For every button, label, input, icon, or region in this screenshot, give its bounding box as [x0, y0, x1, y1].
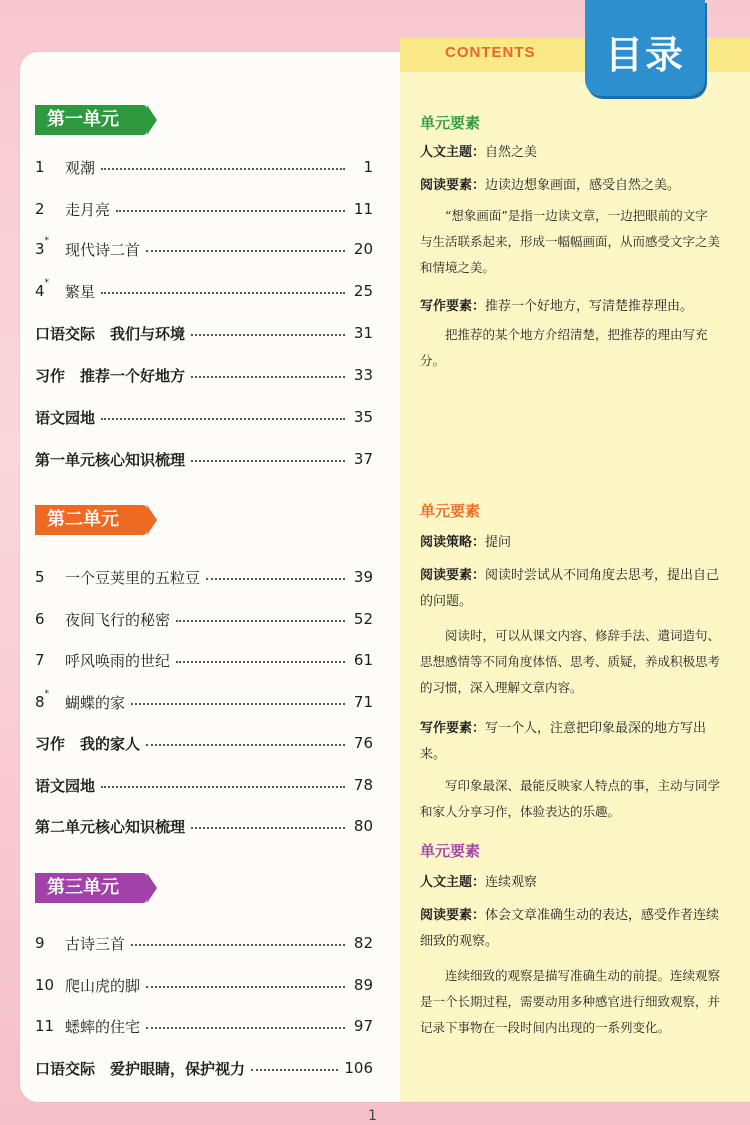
- dot-leader: [251, 1069, 338, 1071]
- toc-entry[interactable]: [35, 773, 373, 797]
- toc-entry-title: 第二单元核心知识梳理: [35, 817, 186, 836]
- toc-entry[interactable]: [35, 197, 373, 221]
- page-title: 目录: [604, 33, 685, 77]
- unit-3-theme: 人文主题：连续观察: [420, 875, 538, 890]
- optional-star-icon: *: [44, 236, 50, 246]
- unit-3-req-heading: 单元要素: [420, 842, 481, 860]
- dot-leader: [146, 1027, 345, 1029]
- unit-2-writing: 写作要素：写一个人，注意把印象最深的地方写出来。: [420, 721, 707, 762]
- toc-entry[interactable]: [35, 279, 373, 303]
- lesson-number: 8 *: [35, 689, 50, 711]
- lesson-number: 4 *: [35, 278, 50, 300]
- toc-entry-page: 25: [353, 282, 373, 300]
- toc-entry[interactable]: [35, 731, 373, 755]
- dot-leader: [176, 661, 345, 663]
- lesson-number: 1: [35, 158, 45, 176]
- unit-3-tag: 第三单元: [35, 873, 147, 903]
- toc-entry-page: 71: [353, 693, 373, 711]
- toc-entry[interactable]: [35, 814, 373, 838]
- toc-entry[interactable]: [35, 1014, 373, 1038]
- dot-leader: [131, 944, 345, 946]
- unit-1-para-2: 把推荐的某个地方介绍清楚，把推荐的理由写充分。: [420, 327, 708, 368]
- toc-entry-page: 33: [353, 366, 373, 384]
- optional-star-icon: *: [44, 278, 50, 288]
- lesson-number: 6: [35, 610, 45, 628]
- toc-entry-title: 习作 我的家人: [35, 734, 141, 753]
- dot-leader: [146, 250, 345, 252]
- dot-leader: [101, 168, 345, 170]
- toc-entry[interactable]: [35, 690, 373, 714]
- toc-entry[interactable]: [35, 973, 373, 997]
- toc-entry-page: 89: [353, 976, 373, 994]
- toc-entry-title: 语文园地: [35, 776, 96, 795]
- dot-leader: [101, 786, 345, 788]
- dot-leader: [191, 460, 345, 462]
- dot-leader: [191, 334, 345, 336]
- dot-leader: [176, 620, 345, 622]
- toc-entry[interactable]: [35, 405, 373, 429]
- toc-entry-title: 繁星: [65, 282, 96, 301]
- title-badge: [585, 0, 705, 96]
- unit-3-para-1: 连续细致的观察是描写准确生动的前提。连续观察是一个长期过程，需要动用多种感官进行细致观察，并记录下事物在一段时间内出现的一系列变化。: [420, 968, 721, 1035]
- toc-entry-title: 蝴蝶的家: [65, 693, 126, 712]
- lesson-number: 3 *: [35, 236, 50, 258]
- toc-entry[interactable]: [35, 565, 373, 589]
- unit-1-req-heading: 单元要素: [420, 114, 481, 132]
- dot-leader: [101, 292, 345, 294]
- toc-entry[interactable]: [35, 321, 373, 345]
- dot-leader: [101, 418, 345, 420]
- lesson-number: 11: [35, 1017, 55, 1035]
- unit-2-tag: 第二单元: [35, 505, 147, 535]
- unit-1-reading: 阅读要素：边读边想象画面，感受自然之美。: [420, 178, 681, 193]
- contents-label: CONTENTS: [445, 44, 536, 61]
- unit-1-writing: 写作要素：推荐一个好地方，写清楚推荐理由。: [420, 299, 694, 314]
- toc-entry-page: 106: [344, 1059, 373, 1077]
- toc-entry-page: 31: [353, 324, 373, 342]
- lesson-number: 5: [35, 568, 45, 586]
- toc-entry-page: 61: [353, 651, 373, 669]
- dot-leader: [191, 827, 345, 829]
- lesson-number: 9: [35, 934, 45, 952]
- toc-entry-title: 走月亮: [65, 200, 111, 219]
- toc-entry[interactable]: [35, 447, 373, 471]
- toc-entry[interactable]: [35, 607, 373, 631]
- toc-entry-page: 37: [353, 450, 373, 468]
- toc-entry-title: 现代诗二首: [65, 240, 141, 259]
- dot-leader: [206, 578, 345, 580]
- unit-2-para-1: 阅读时，可以从课文内容、修辞手法、遣词造句、思想感情等不同角度体悟、思考、质疑，养成积极思考的习惯，深入理解文章内容。: [420, 628, 721, 695]
- toc-entry-page: 82: [353, 934, 373, 952]
- toc-entry[interactable]: [35, 1056, 373, 1080]
- toc-entry[interactable]: [35, 363, 373, 387]
- toc-entry-title: 一个豆荚里的五粒豆: [65, 568, 201, 587]
- toc-entry-page: 80: [353, 817, 373, 835]
- toc-entry-title: 古诗三首: [65, 934, 126, 953]
- toc-entry[interactable]: [35, 237, 373, 261]
- toc-entry-page: 78: [353, 776, 373, 794]
- optional-star-icon: *: [44, 689, 50, 699]
- toc-entry-title: 观潮: [65, 158, 96, 177]
- unit-2-para-2: 写印象最深、最能反映家人特点的事，主动与同学和家人分享习作，体验表达的乐趣。: [420, 778, 721, 819]
- unit-1-para-1: “想象画面”是指一边读文章，一边把眼前的文字与生活联系起来，形成一幅幅画面，从而感受文字之美和情境之美。: [420, 208, 721, 275]
- dot-leader: [146, 986, 345, 988]
- toc-entry-title: 第一单元核心知识梳理: [35, 450, 186, 469]
- toc-entry-title: 呼风唤雨的世纪: [65, 651, 171, 670]
- toc-entry-page: 97: [353, 1017, 373, 1035]
- unit-2-req-heading: 单元要素: [420, 502, 481, 520]
- unit-3-reading: 阅读要素：体会文章准确生动的表达，感受作者连续细致的观察。: [420, 908, 720, 949]
- toc-entry[interactable]: [35, 931, 373, 955]
- dot-leader: [191, 376, 345, 378]
- toc-entry-title: 语文园地: [35, 408, 96, 427]
- toc-entry-title: 蟋蟀的住宅: [65, 1017, 141, 1036]
- toc-entry-title: 夜间飞行的秘密: [65, 610, 171, 629]
- toc-entry-title: 口语交际 爱护眼睛，保护视力: [35, 1059, 246, 1078]
- unit-2-reading: 阅读要素：阅读时尝试从不同角度去思考，提出自己的问题。: [420, 568, 720, 609]
- dot-leader: [116, 210, 345, 212]
- lesson-number: 10: [35, 976, 55, 994]
- toc-entry-page: 52: [353, 610, 373, 628]
- toc-entry-page: 76: [353, 734, 373, 752]
- toc-entry-title: 习作 推荐一个好地方: [35, 366, 186, 385]
- toc-entry-page: 11: [353, 200, 373, 218]
- unit-2-strategy: 阅读策略：提问: [420, 535, 512, 550]
- toc-entry-page: 35: [353, 408, 373, 426]
- toc-entry-page: 20: [353, 240, 373, 258]
- toc-entry-title: 口语交际 我们与环境: [35, 324, 186, 343]
- toc-entry-title: 爬山虎的脚: [65, 976, 141, 995]
- lesson-number: 2: [35, 200, 45, 218]
- unit-1-tag: 第一单元: [35, 105, 147, 135]
- page-number: 1: [368, 1108, 377, 1124]
- toc-entry-page: 1: [363, 158, 373, 176]
- toc-entry[interactable]: [35, 155, 373, 179]
- dot-leader: [146, 744, 345, 746]
- dot-leader: [131, 703, 345, 705]
- unit-1-theme: 人文主题：自然之美: [420, 145, 538, 160]
- toc-entry[interactable]: [35, 648, 373, 672]
- lesson-number: 7: [35, 651, 45, 669]
- toc-entry-page: 39: [353, 568, 373, 586]
